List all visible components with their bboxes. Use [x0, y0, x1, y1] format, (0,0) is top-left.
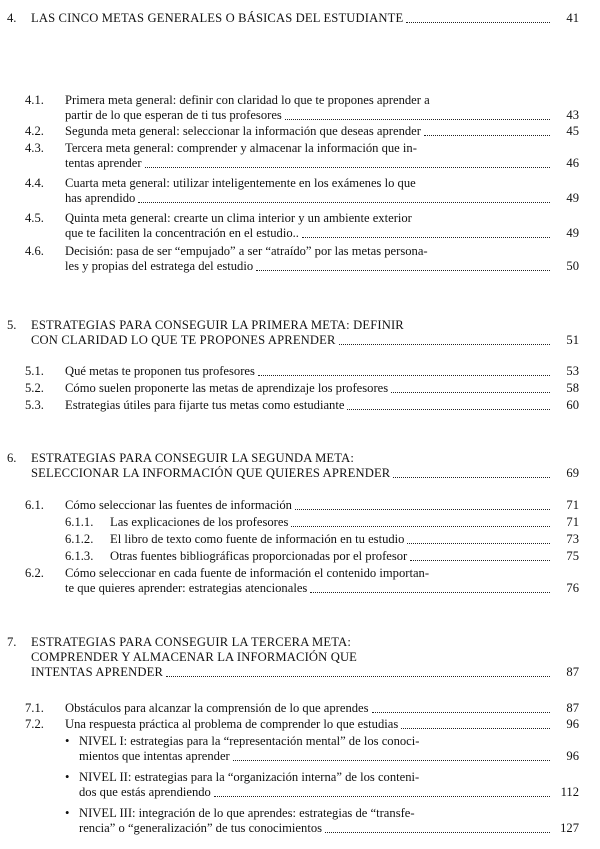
entry-number: 4.3. [25, 141, 44, 155]
chapter-7-heading [7, 635, 579, 680]
chapter-number: 6. [7, 451, 17, 465]
leader-dots [258, 375, 550, 376]
entry-number: 6.1.2. [65, 532, 94, 546]
toc-entry-6-1-3 [65, 549, 579, 564]
leader-dots [310, 592, 550, 593]
entry-number: 6.2. [25, 566, 44, 580]
chapter-number: 4. [7, 11, 17, 25]
page-number: 71 [566, 515, 579, 529]
leader-dots [256, 270, 550, 271]
toc-entry-4-2 [25, 124, 579, 139]
entry-number: 6.1. [25, 498, 44, 512]
page-number: 112 [560, 785, 579, 799]
entry-text: tentas aprender [65, 156, 142, 170]
entry-text: Cómo seleccionar en cada fuente de información el contenido importan- [65, 566, 430, 580]
toc-entry-4-5 [25, 211, 579, 241]
bullet-icon: • [65, 770, 70, 784]
entry-text: Decisión: pasa de ser “empujado” a ser “atraído” por las metas persona- [65, 244, 428, 258]
leader-dots [407, 543, 550, 544]
chapter-number: 5. [7, 318, 17, 332]
leader-dots [325, 832, 550, 833]
bullet-icon: • [65, 806, 70, 820]
toc-entry-4-3 [25, 141, 579, 171]
entry-text: has aprendido [65, 191, 136, 205]
page-number: 51 [566, 333, 579, 347]
page-number: 71 [566, 498, 579, 512]
entry-text: Quinta meta general: crearte un clima interior y un ambiente exterior [65, 211, 412, 225]
toc-entry-6-1-1 [65, 515, 579, 530]
leader-dots [291, 526, 550, 527]
toc-entry-6-2 [25, 566, 579, 596]
leader-dots [138, 202, 550, 203]
chapter-5-heading [7, 318, 579, 348]
entry-text: NIVEL III: integración de lo que aprendes: estrategias de “transfe- [79, 806, 415, 820]
entry-text: que te faciliten la concentración en el estudio.. [65, 226, 299, 240]
entry-text: Qué metas te proponen tus profesores [65, 364, 255, 378]
leader-dots [406, 22, 550, 23]
entry-number: 5.1. [25, 364, 44, 378]
chapter-6-heading [7, 451, 579, 481]
leader-dots [410, 560, 550, 561]
chapter-title: ESTRATEGIAS PARA CONSEGUIR LA SEGUNDA META: [31, 451, 355, 465]
page-number: 127 [560, 821, 579, 835]
entry-number: 5.2. [25, 381, 44, 395]
leader-dots [302, 237, 550, 238]
entry-text: NIVEL I: estrategias para la “representación mental” de los conoci- [79, 734, 420, 748]
entry-text: Cuarta meta general: utilizar inteligentemente en los exámenes lo que [65, 176, 416, 190]
entry-text: Primera meta general: definir con claridad lo que te propones aprender a [65, 93, 430, 107]
entry-text: NIVEL II: estrategias para la “organización interna” de los conteni- [79, 770, 420, 784]
chapter-title: SELECCIONAR LA INFORMACIÓN QUE QUIERES APRENDER [31, 466, 391, 480]
entry-text: les y propias del estratega del estudio [65, 259, 254, 273]
bullet-icon: • [65, 734, 70, 748]
leader-dots [166, 676, 550, 677]
page-number: 73 [566, 532, 579, 546]
chapter-title: CON CLARIDAD LO QUE TE PROPONES APRENDER [31, 333, 336, 347]
page-number: 43 [566, 108, 579, 122]
toc-entry-4-1 [25, 93, 579, 123]
page-number: 50 [566, 259, 579, 273]
toc-entry-6-1 [25, 498, 579, 513]
toc-entry-6-1-2 [65, 532, 579, 547]
entry-text: Una respuesta práctica al problema de comprender lo que estudias [65, 717, 399, 731]
page-number: 87 [566, 665, 579, 679]
leader-dots [424, 135, 550, 136]
entry-text: rencia” o “generalización” de tus conocimientos [79, 821, 323, 835]
entry-number: 6.1.3. [65, 549, 94, 563]
page-number: 96 [566, 749, 579, 763]
leader-dots [391, 392, 550, 393]
entry-number: 4.4. [25, 176, 44, 190]
leader-dots [295, 509, 550, 510]
page-number: 46 [566, 156, 579, 170]
entry-text: dos que estás aprendiendo [79, 785, 211, 799]
toc-entry-7-2-nivel-2 [65, 770, 579, 800]
page-number: 58 [566, 381, 579, 395]
entry-text: Cómo seleccionar las fuentes de información [65, 498, 292, 512]
chapter-title: ESTRATEGIAS PARA CONSEGUIR LA PRIMERA META: DEFINIR [31, 318, 404, 332]
entry-text: mientos que intentas aprender [79, 749, 230, 763]
leader-dots [214, 796, 550, 797]
toc-entry-7-1 [25, 701, 579, 716]
page-number: 49 [566, 191, 579, 205]
entry-number: 4.6. [25, 244, 44, 258]
entry-text: El libro de texto como fuente de información en tu estudio [110, 532, 405, 546]
chapter-title: ESTRATEGIAS PARA CONSEGUIR LA TERCERA META: [31, 635, 351, 649]
toc-entry-5-2 [25, 381, 579, 396]
entry-text: Tercera meta general: comprender y almacenar la información que in- [65, 141, 417, 155]
toc-entry-7-2-nivel-1 [65, 734, 579, 764]
leader-dots [285, 119, 550, 120]
entry-text: Cómo suelen proponerte las metas de aprendizaje los profesores [65, 381, 389, 395]
toc-entry-4-6 [25, 244, 579, 274]
page-number: 76 [566, 581, 579, 595]
entry-text: Estrategias útiles para fijarte tus metas como estudiante [65, 398, 345, 412]
page-number: 41 [566, 11, 579, 25]
entry-number: 4.2. [25, 124, 44, 138]
chapter-title: COMPRENDER Y ALMACENAR LA INFORMACIÓN QUE [31, 650, 358, 664]
entry-text: Otras fuentes bibliográficas proporcionadas por el profesor [110, 549, 408, 563]
chapter-number: 7. [7, 635, 17, 649]
entry-text: Las explicaciones de los profesores [110, 515, 289, 529]
entry-text: Segunda meta general: seleccionar la información que deseas aprender [65, 124, 421, 138]
page-number: 87 [566, 701, 579, 715]
leader-dots [347, 409, 550, 410]
page-number: 96 [566, 717, 579, 731]
page-number: 49 [566, 226, 579, 240]
entry-number: 6.1.1. [65, 515, 94, 529]
chapter-title: LAS CINCO METAS GENERALES O BÁSICAS DEL ESTUDIANTE [31, 11, 404, 25]
leader-dots [393, 477, 550, 478]
leader-dots [233, 760, 550, 761]
entry-text: Obstáculos para alcanzar la comprensión de lo que aprendes [65, 701, 369, 715]
entry-number: 5.3. [25, 398, 44, 412]
entry-number: 7.2. [25, 717, 44, 731]
leader-dots [401, 728, 550, 729]
chapter-4-heading [7, 11, 579, 26]
entry-number: 7.1. [25, 701, 44, 715]
chapter-title: INTENTAS APRENDER [31, 665, 164, 679]
entry-number: 4.5. [25, 211, 44, 225]
entry-text: te que quieres aprender: estrategias atencionales [65, 581, 308, 595]
toc-entry-7-2-nivel-3 [65, 806, 579, 836]
leader-dots [145, 167, 550, 168]
leader-dots [372, 712, 550, 713]
toc-entry-4-4 [25, 176, 579, 206]
toc-entry-5-1 [25, 364, 579, 379]
entry-text: partir de lo que esperan de ti tus profesores [65, 108, 282, 122]
page-number: 45 [566, 124, 579, 138]
page-number: 75 [566, 549, 579, 563]
page-number: 53 [566, 364, 579, 378]
leader-dots [339, 344, 550, 345]
toc-entry-7-2 [25, 717, 579, 732]
toc-entry-5-3 [25, 398, 579, 413]
page-number: 60 [566, 398, 579, 412]
entry-number: 4.1. [25, 93, 44, 107]
page-number: 69 [566, 466, 579, 480]
